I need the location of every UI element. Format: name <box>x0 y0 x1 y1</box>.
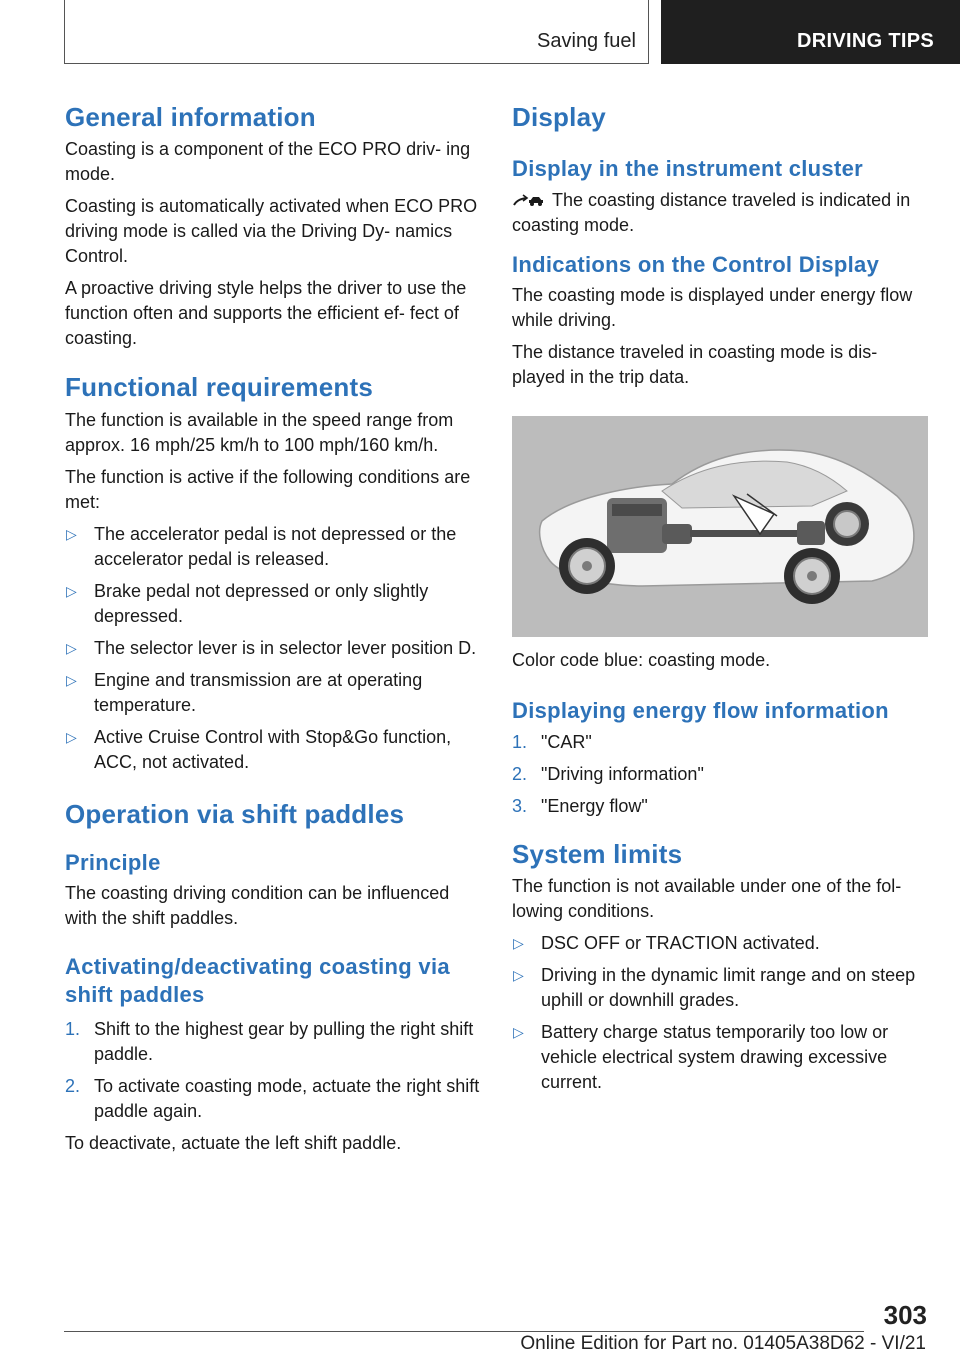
heading-activating-deactivating-coasting: Activating/deactivating coasting via shift paddles <box>65 954 450 1007</box>
triangle-bullet-icon: ▷ <box>66 583 77 599</box>
general-paragraph-2: Coasting is automatically activated when ECO PRO driving mode is called via the Driving Dy‐ namics Control. <box>65 196 478 266</box>
triangle-bullet-icon: ▷ <box>66 672 77 688</box>
footer-rule <box>64 1331 864 1332</box>
general-paragraph-1: Coasting is a component of the ECO PRO driv‐ ing mode. <box>65 139 471 184</box>
heading-general-information: General information <box>65 102 316 132</box>
control-paragraph-2: The distance traveled in coasting mode is dis‐ played in the trip data. <box>512 342 878 387</box>
list-item: 1. Shift to the highest gear by pulling the right shift paddle. <box>65 1019 474 1064</box>
car-illustration-svg <box>512 416 928 637</box>
vehicle-drivetrain-illustration <box>512 416 928 637</box>
list-item: ▷ Brake pedal not depressed or only slightly depressed. <box>66 581 429 626</box>
header-rule-bottom <box>64 63 649 64</box>
activation-steps-list <box>65 1017 485 1124</box>
cluster-paragraph: The coasting distance traveled is indicated in coasting mode. <box>512 190 911 235</box>
heading-instrument-cluster: Display in the instrument cluster <box>512 156 863 181</box>
footer-edition-text: Online Edition for Part no. 01405A38D62 - VI/21 <box>520 1333 926 1354</box>
list-item: ▷ Active Cruise Control with Stop&Go function, ACC, not activated. <box>66 727 452 772</box>
triangle-bullet-icon: ▷ <box>66 729 77 745</box>
list-item: ▷ Battery charge status temporarily too low or vehicle electrical system drawing excessive current. <box>513 1022 889 1092</box>
header-section-title: Saving fuel <box>537 30 636 52</box>
heading-principle: Principle <box>65 850 161 875</box>
energy-flow-steps-list <box>512 730 932 819</box>
step-number: 3. <box>512 796 528 816</box>
header-chapter-label: DRIVING TIPS <box>797 30 934 52</box>
header-chapter-tab <box>661 0 960 64</box>
list-item: 1. "CAR" <box>512 730 932 755</box>
triangle-bullet-icon: ▷ <box>66 640 77 656</box>
triangle-bullet-icon: ▷ <box>513 967 524 983</box>
list-item: ▷ Engine and transmission are at operating temperature. <box>66 670 423 715</box>
triangle-bullet-icon: ▷ <box>513 935 524 951</box>
principle-paragraph: The coasting driving condition can be influenced with the shift paddles. <box>65 883 450 928</box>
header-rule-left <box>64 0 65 64</box>
list-item: ▷ The accelerator pedal is not depressed or the accelerator pedal is released. <box>66 524 457 569</box>
heading-functional-requirements: Functional requirements <box>65 372 373 402</box>
step-number: 1. <box>65 1019 81 1039</box>
page-number: 303 <box>883 1300 927 1330</box>
heading-operation-via-shift-paddles: Operation via shift paddles <box>65 799 405 829</box>
heading-energy-flow-information: Displaying energy flow information <box>512 698 889 723</box>
triangle-bullet-icon: ▷ <box>513 1024 524 1040</box>
right-column <box>512 100 932 1095</box>
general-paragraph-3: A proactive driving style helps the driver to use the function often and supports the efficient ef‐ fect of coasting. <box>65 278 467 348</box>
left-column <box>65 100 485 1156</box>
step-number: 1. <box>512 732 528 752</box>
heading-display: Display <box>512 102 606 132</box>
list-item: ▷ Driving in the dynamic limit range and on steep uphill or downhill grades. <box>513 965 916 1010</box>
functional-paragraph-1: The function is available in the speed range from approx. 16 mph/25 km/h to 100 mph/160 km/h. <box>65 410 454 455</box>
coasting-icon <box>512 189 544 209</box>
heading-control-display: Indications on the Control Display <box>512 252 880 277</box>
header-rule-divider <box>648 0 649 64</box>
deactivate-paragraph: To deactivate, actuate the left shift paddle. <box>65 1133 402 1153</box>
list-item: ▷ DSC OFF or TRACTION activated. <box>512 931 932 956</box>
list-item: 2. "Driving information" <box>512 762 932 787</box>
functional-conditions-list <box>65 522 485 775</box>
list-item: 2. To activate coasting mode, actuate the right shift paddle again. <box>65 1076 480 1121</box>
step-number: 2. <box>512 764 528 784</box>
functional-paragraph-2: The function is active if the following conditions are met: <box>65 467 471 512</box>
control-paragraph-1: The coasting mode is displayed under energy flow while driving. <box>512 285 913 330</box>
figure-caption: Color code blue: coasting mode. <box>512 650 771 670</box>
list-item: ▷ The selector lever is in selector lever position D. <box>65 636 485 661</box>
list-item: 3. "Energy flow" <box>512 794 932 819</box>
triangle-bullet-icon: ▷ <box>66 526 77 542</box>
step-number: 2. <box>65 1076 81 1096</box>
heading-system-limits: System limits <box>512 839 683 869</box>
system-limits-list <box>512 931 932 1095</box>
limits-paragraph: The function is not available under one of the fol‐ lowing conditions. <box>512 876 902 921</box>
